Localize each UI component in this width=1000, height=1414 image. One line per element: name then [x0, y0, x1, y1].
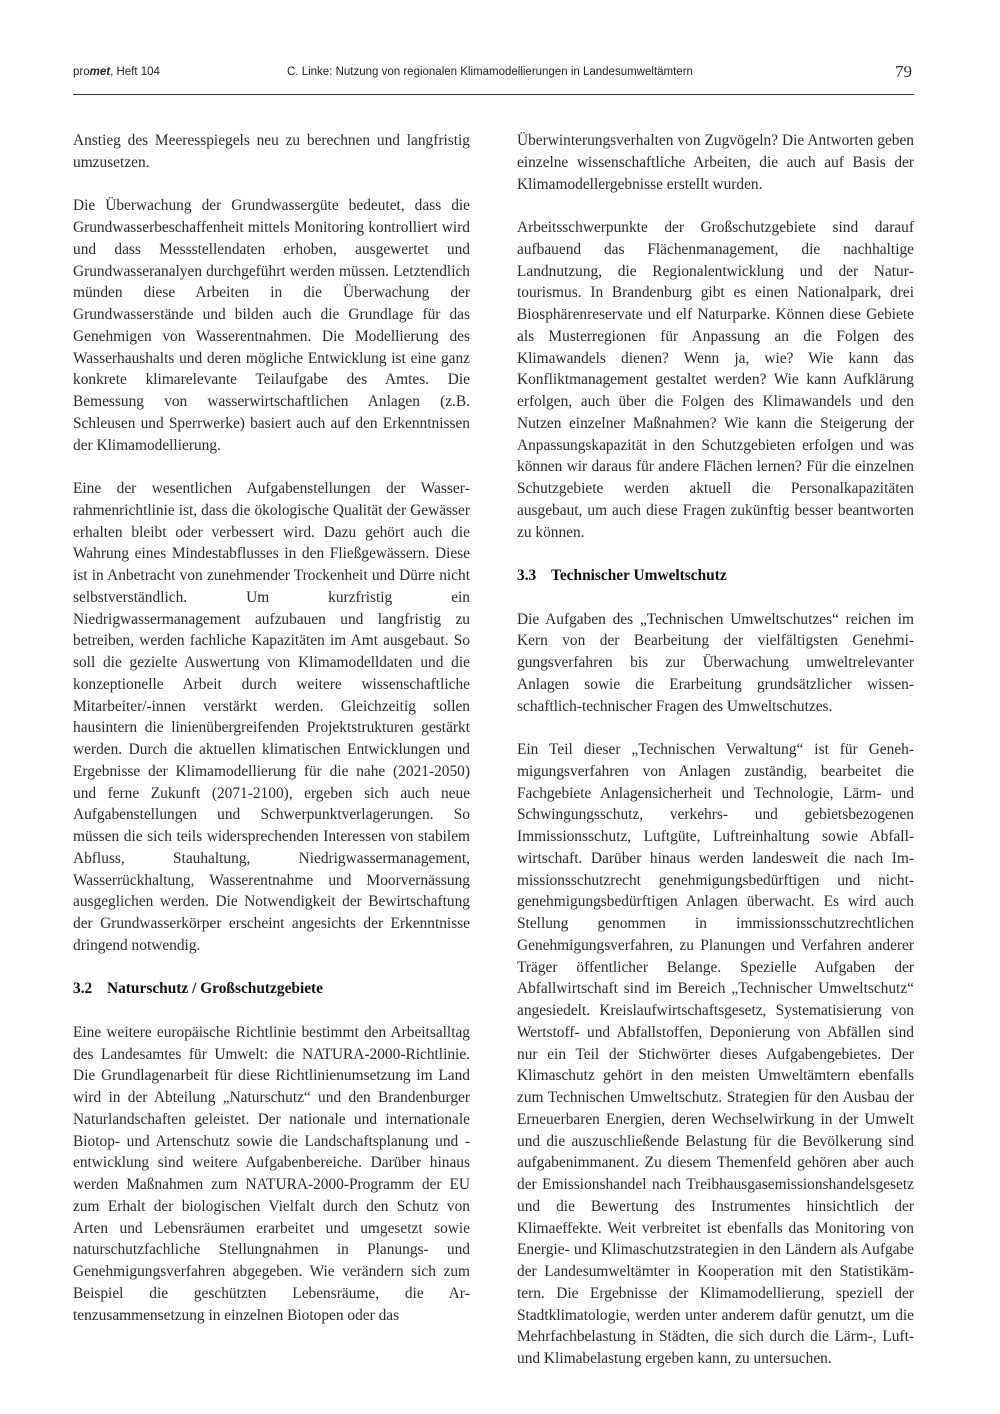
- paragraph: Eine der wesentlichen Aufgabenstellungen der Wasserrahmenrichtlinie ist, dass die ökologische Qualität der Gewässer erhalten bleibt oder verbessert wird. Dazu gehört auch die Wahrung eines Mindestabflusses in den Fließgewässern. Diese ist in Anbetracht von zunehmender Trockenheit und Dürre nicht selbstverständlich. Um kurzfristig ein Niedrigwassermanagement aufzubauen und langfristig zu betreiben, werden fachliche Kapazitäten im Amt ausgebaut. So soll die gezielte Auswertung von Klimamodelldaten und die konzeptionelle Arbeit durch weitere wissenschaftliche Mitarbeiter/-innen verstärkt werden. Gleichzeitig sollen hausintern die linienübergreifenden Projektstrukturen gestärkt werden. Durch die aktuellen klimatischen Entwicklungen und Ergebnisse der Klimamodellierung für die nahe (2021-2050) und ferne Zukunft (2071-2100), ergeben sich auch neue Aufgabenstellungen und Schwerpunktverlagerungen. So müssen die sich teils widersprechenden Interessen von stabilem Abfluss, Stauhaltung, Niedrigwassermanagement, Wasserrückhaltung, Wasserentnahme und Moorvernässung ausgeglichen werden. Die Notwendigkeit der Bewirtschaftung der Grundwasserkörper erscheint angesichts der Erkenntnisse dringend notwendig.: [73, 480, 470, 954]
- paragraph: Überwinterungsverhalten von Zugvögeln? Die Antworten geben einzelne wissenschaftliche Arbeiten, die auch auf Basis der Klimamodellergebnisse erstellt wurden.: [517, 132, 914, 193]
- running-header: [73, 62, 914, 86]
- left-column: [73, 130, 470, 1348]
- paragraph: Eine weitere europäische Richtlinie bestimmt den Arbeitsalltag des Landesamtes für Umwelt: die NATURA-2000-Richtlinie. Die Grundlagenarbeit für diese Richtlinienumsetzung im Land wird in der Abteilung „Naturschutz“ und den Brandenburger Naturlandschaften geleistet. Der nationale und internationale Biotop- und Artenschutz sowie die Landschaftsplanung und -entwicklung sind weitere Aufgabenbereiche. Darüber hinaus werden Maßnahmen zum NATURA-2000-Programm der EU zum Erhalt der biologischen Vielfalt durch den Schutz von Arten und Lebensräumen erarbeitet und umgesetzt sowie naturschutzfachliche Stellungnahmen in Planungs- und Genehmigungsverfahren abgegeben. Wie verändern sich zum Beispiel die geschützten Lebensräume, die Artenzusammensetzung in einzelnen Biotopen oder das: [73, 1023, 470, 1324]
- journal-issue: [73, 66, 160, 78]
- section-number: 3.3: [517, 567, 537, 584]
- paragraph: Anstieg des Meeresspiegels neu zu berechnen und langfristig umzusetzen.: [73, 132, 470, 171]
- journal-name-suffix: met: [89, 66, 111, 78]
- section-title: Technischer Umweltschutz: [551, 567, 727, 584]
- paragraph: Die Überwachung der Grundwassergüte bedeutet, dass die Grundwasserbeschaffenheit mittels Monitoring kontrolliert wird und dass Messstellendaten erhoben, ausgewertet und Grundwasseranalyen durchgeführt werden müssen. Letztendlich münden diese Arbeiten in die Überwachung der Grundwasserstände und bilden auch die Grundlage für das Genehmigen von Wasserentnahmen. Die Modellierung des Wasserhaushalts und deren mögliche Entwicklung ist eine ganz konkrete klimarelevante Teilaufgabe des Amtes. Die Bemessung von wasserwirtschaftlichen Anlagen (z.B. Schleusen und Sperrwerke) basiert auch auf den Erkenntnissen der Klimamodellierung.: [73, 197, 470, 454]
- section-title: Naturschutz / Großschutzgebiete: [107, 980, 324, 998]
- header-rule: [73, 94, 914, 95]
- running-title: C. Linke: Nutzung von regionalen Klimamodellierungen in Landesumweltämtern: [287, 66, 693, 78]
- section-number: 3.2: [73, 980, 93, 998]
- paragraph: Die Aufgaben des „Technischen Umweltschutzes“ reichen im Kern von der Bearbeitung der vielfältigsten Genehmigungsverfahren bis zur Überwachung umweltrelevanter Anlagen sowie die Erarbeitung grundsätzlicher wissenschaftlich-technischer Fragen des Umweltschutzes.: [517, 610, 914, 715]
- journal-name-prefix: pro: [73, 66, 90, 78]
- paragraph: Arbeitsschwerpunkte der Großschutzgebiete sind darauf aufbauend das Flächenmanagement, die nachhaltige Landnutzung, die Regionalentwicklung und der Naturtourismus. In Brandenburg gibt es einen Nationalpark, drei Biosphärenreservate und elf Naturparke. Können diese Gebiete als Musterregionen für Anpassung an die Folgen des Klimawandels dienen? Wenn ja, wie? Wie kann das Konfliktmanagement gestaltet werden? Wie kann Aufklärung erfolgen, auch über die Folgen des Klimawandels und den Nutzen einzelner Maßnahmen? Wie kann die Steigerung der Anpassungskapazität in den Schutzgebieten erfolgen und was können wir daraus für andere Flächen lernen? Für die einzelnen Schutzgebiete werden aktuell die Personalkapazitäten ausgebaut, um auch diese Fragen zukünftig besser beantworten zu können.: [517, 219, 914, 541]
- section-heading-3-3: [517, 565, 914, 587]
- right-column: [517, 130, 914, 1392]
- paragraph: Ein Teil dieser „Technischen Verwaltung“ ist für Genehmigungsverfahren von Anlagen zuständig, bearbeitet die Fachgebiete Anlagensicherheit und Technologie, Lärm- und Schwingungsschutz, verkehrs- und gebietsbezogenen Immissionsschutz, Luftgüte, Luftreinhaltung sowie Abfallwirtschaft. Darüber hinaus werden landesweit die nach Immissionsschutzrecht genehmigungsbedürftigen und nichtgenehmigungsbedürftigen Anlagen überwacht. Es wird auch Stellung genommen in immissionsschutzrechtlichen Genehmigungsverfahren, zu Planungen und Verfahren anderer Träger öffentlicher Belange. Spezielle Aufgaben der Abfallwirtschaft sind im Bereich „Technischer Umweltschutz“ angesiedelt. Kreislaufwirtschaftsgesetz, Systematisierung von Wertstoff- und Abfallstoffen, Deponierung von Abfällen sind nur ein Teil der Stichwörter dieses Aufgabengebietes. Der Klimaschutz gehört in den meisten Umweltämtern ebenfalls zum Technischen Umweltschutz. Strategien für den Ausbau der Erneuerbaren Energien, deren Wechselwirkung in der Umwelt und die auszuschließende Belastung für die Bevölkerung sind aufgabenimmanent. Zu diesem Themenfeld gehören aber auch der Emissionshandel nach Treibhausgasemissionshandelsgesetz und die Bewertung des Instrumentes hinsichtlich der Klimaeffekte. Weit verbreitet ist ebenfalls das Monitoring von Energie- und Klimaschutzstrategien in den Ländern als Aufgabe der Landesumweltämter in Kooperation mit den Statistikämtern. Die Ergebnisse der Klimamodellierung, speziell der Stadtklimatologie, werden unter anderem dafür genutzt, um die Mehrfachbelastung in Städten, die sich durch die Lärm-, Luft- und Klimabelastung ergeben kann, zu untersuchen.: [517, 741, 914, 1367]
- issue-number: , Heft 104: [110, 66, 160, 78]
- section-heading-3-2: [73, 978, 470, 1000]
- page-number: 79: [895, 62, 912, 81]
